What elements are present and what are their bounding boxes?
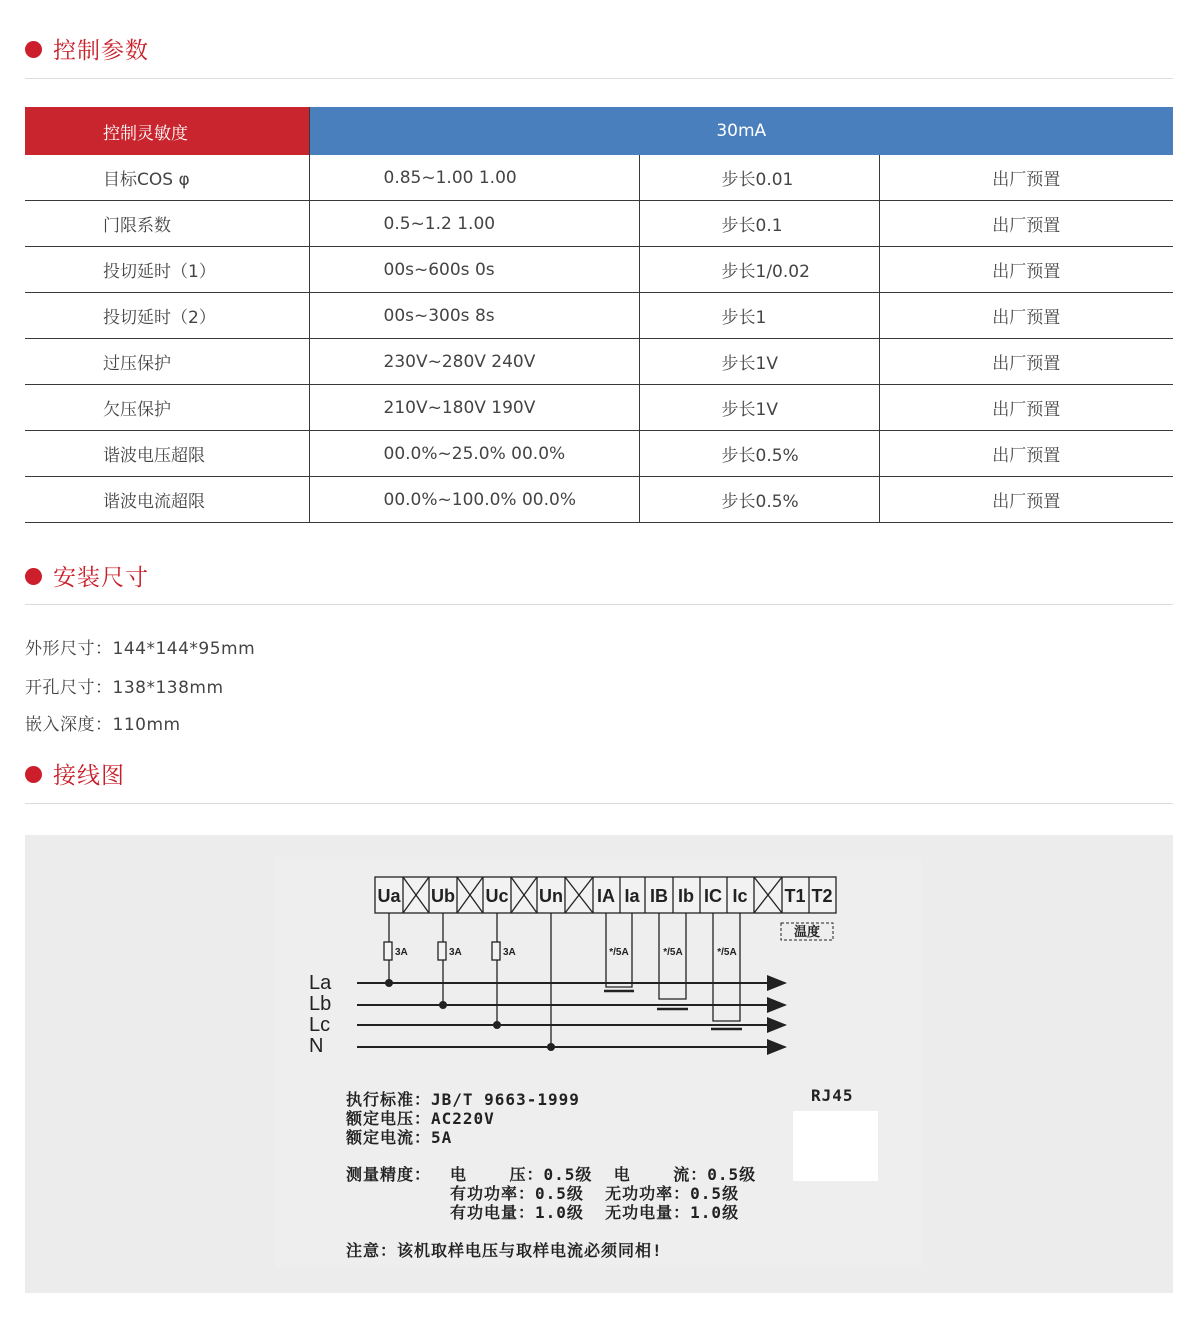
wiring-schematic [25,835,1173,1293]
param-name: 谐波电流超限 [25,477,309,523]
ct-label: */5A [609,947,629,958]
fuse-label: 3A [395,947,408,958]
terminal-label: IA [597,886,615,906]
note-text: 注意：该机取样电压与取样电流必须同相! [346,1241,663,1260]
param-step: 步长1/0.02 [639,247,879,293]
param-range: 0.5~1.2 1.00 [309,201,639,247]
param-preset: 出厂预置 [879,477,1173,523]
rj45-label: RJ45 [811,1086,854,1105]
terminal-label: Ua [377,886,401,906]
line-label: Lb [309,993,332,1015]
param-preset: 出厂预置 [879,431,1173,477]
section-title: 安装尺寸 [53,565,149,591]
divider [25,604,1173,605]
terminal-label: T1 [784,886,806,906]
ct-label: */5A [663,947,683,958]
table-row [25,293,1173,339]
param-range: 210V~180V 190V [309,385,639,431]
param-range: 230V~280V 240V [309,339,639,385]
bullet-dot-icon [25,766,42,783]
table-row [25,247,1173,293]
param-step: 步长1 [639,293,879,339]
param-step: 步长1V [639,385,879,431]
section-title: 控制参数 [53,38,149,64]
bullet-dot-icon [25,41,42,58]
param-preset: 出厂预置 [879,201,1173,247]
header-value: 30mA [309,107,1173,155]
table-row [25,155,1173,201]
param-name: 目标COS φ [25,155,309,201]
section-heading-wiring [25,753,1173,793]
table-row [25,385,1173,431]
divider [25,78,1173,79]
section-heading-install [25,555,1173,595]
param-range: 00.0%~100.0% 00.0% [309,477,639,523]
line-label: N [309,1035,324,1057]
param-preset: 出厂预置 [879,385,1173,431]
accuracy-line: 有功电量：1.0级 无功电量：1.0级 [450,1203,740,1222]
param-step: 步长0.5% [639,431,879,477]
param-preset: 出厂预置 [879,339,1173,385]
terminal-label: Ib [678,886,694,906]
param-name: 门限系数 [25,201,309,247]
param-name: 投切延时（1） [25,247,309,293]
line-label: La [309,972,332,994]
line-label: Lc [309,1014,331,1036]
table-header-row [25,107,1173,155]
accuracy-label: 测量精度： [346,1165,432,1184]
divider [25,803,1173,804]
param-name: 谐波电压超限 [25,431,309,477]
rated-voltage-text: 额定电压：AC220V [346,1109,495,1128]
param-name: 欠压保护 [25,385,309,431]
table-row [25,477,1173,523]
section-title: 接线图 [53,763,125,789]
table-row [25,339,1173,385]
bullet-dot-icon [25,568,42,585]
param-step: 步长0.5% [639,477,879,523]
param-name: 投切延时（2） [25,293,309,339]
standard-text: 执行标准：JB/T 9663-1999 [346,1090,580,1109]
temp-label: 温度 [793,925,821,940]
terminal-label: Uc [485,886,509,906]
param-preset: 出厂预置 [879,247,1173,293]
param-preset: 出厂预置 [879,155,1173,201]
param-range: 00s~600s 0s [309,247,639,293]
param-preset: 出厂预置 [879,293,1173,339]
param-name: 过压保护 [25,339,309,385]
section-heading-control [25,28,1173,68]
rj45-port-image [793,1111,878,1181]
terminal-label: Ub [431,886,455,906]
wiring-diagram [25,835,1173,1293]
terminal-label: Ia [624,886,640,906]
param-range: 0.85~1.00 1.00 [309,155,639,201]
param-step: 步长0.01 [639,155,879,201]
table-row [25,431,1173,477]
terminal-label: Ic [732,886,748,906]
outer-dimensions: 外形尺寸：144*144*95mm [25,639,256,659]
fuse-label: 3A [449,947,462,958]
ct-label: */5A [717,947,737,958]
cutout-dimensions: 开孔尺寸：138*138mm [25,678,224,698]
embed-depth: 嵌入深度：110mm [25,715,181,735]
accuracy-line: 电 压：0.5级 电 流：0.5级 [450,1165,757,1184]
terminal-label: IC [704,886,722,906]
param-range: 00s~300s 8s [309,293,639,339]
param-step: 步长1V [639,339,879,385]
terminal-label: Un [539,886,563,906]
terminal-label: T2 [811,886,833,906]
accuracy-line: 有功功率：0.5级 无功功率：0.5级 [450,1184,740,1203]
rated-current-text: 额定电流：5A [346,1128,453,1147]
terminal-label: IB [650,886,668,906]
fuse-label: 3A [503,947,516,958]
param-step: 步长0.1 [639,201,879,247]
control-params-table [25,107,1173,523]
table-row [25,201,1173,247]
param-range: 00.0%~25.0% 00.0% [309,431,639,477]
header-label: 控制灵敏度 [25,107,309,155]
